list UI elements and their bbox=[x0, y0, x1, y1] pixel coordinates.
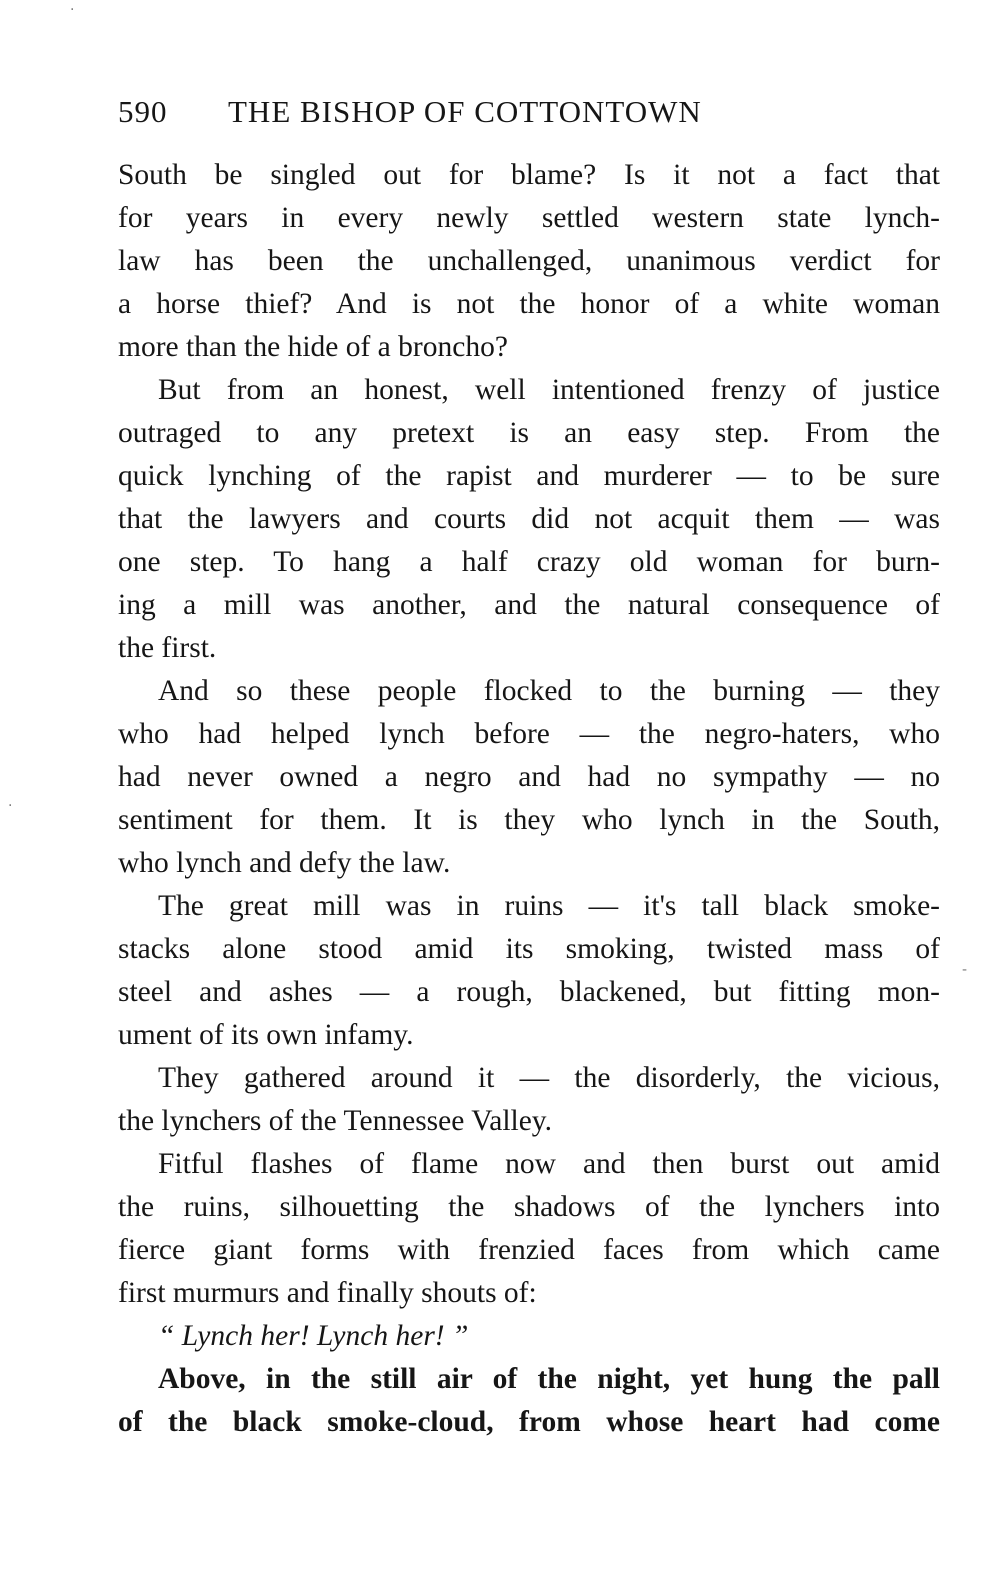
scan-speck: · bbox=[70, 2, 75, 18]
text-line: had never owned a negro and had no sympathy — no bbox=[118, 761, 940, 793]
running-title: THE BISHOP OF COTTONTOWN bbox=[228, 94, 702, 129]
text-line: more than the hide of a broncho? bbox=[118, 331, 508, 363]
shout-line: “ Lynch her! Lynch her! ” bbox=[158, 1320, 469, 1352]
text-line: who lynch and defy the law. bbox=[118, 847, 451, 879]
scan-speck: · bbox=[8, 798, 13, 814]
text-line: one step. To hang a half crazy old woman for burn- bbox=[118, 546, 940, 578]
text-line: sentiment for them. It is they who lynch in the South, bbox=[118, 804, 940, 836]
text-line: But from an honest, well intentioned frenzy of justice bbox=[158, 374, 940, 406]
text-line: South be singled out for blame? Is it not a fact that bbox=[118, 159, 940, 191]
book-page bbox=[118, 92, 940, 1444]
text-line: ing a mill was another, and the natural consequence of bbox=[118, 589, 940, 621]
text-line: steel and ashes — a rough, blackened, but fitting mon- bbox=[118, 976, 940, 1008]
text-line: And so these people flocked to the burning — they bbox=[158, 675, 940, 707]
paragraph-2 bbox=[118, 369, 940, 670]
text-line: the first. bbox=[118, 632, 217, 664]
paragraph-3 bbox=[118, 670, 940, 885]
text-line: Fitful flashes of flame now and then burst out amid bbox=[158, 1148, 940, 1180]
text-line: ument of its own infamy. bbox=[118, 1019, 414, 1051]
paragraph-8 bbox=[118, 1358, 940, 1444]
text-line: the lynchers of the Tennessee Valley. bbox=[118, 1105, 553, 1137]
text-line: law has been the unchallenged, unanimous verdict for bbox=[118, 245, 940, 277]
text-line: a horse thief? And is not the honor of a white woman bbox=[118, 288, 940, 320]
paragraph-6 bbox=[118, 1143, 940, 1315]
paragraph-5 bbox=[118, 1057, 940, 1143]
text-line: They gathered around it — the disorderly, the vicious, bbox=[158, 1062, 940, 1094]
text-line: The great mill was in ruins — it's tall black smoke- bbox=[158, 890, 940, 922]
text-line: outraged to any pretext is an easy step. From the bbox=[118, 417, 940, 449]
text-line: who had helped lynch before — the negro-haters, who bbox=[118, 718, 940, 750]
paragraph-7 bbox=[118, 1315, 940, 1358]
page-number: 590 bbox=[118, 94, 168, 129]
scan-speck: - bbox=[962, 962, 968, 978]
text-line: stacks alone stood amid its smoking, twisted mass of bbox=[118, 933, 940, 965]
running-head bbox=[118, 92, 940, 134]
text-line: that the lawyers and courts did not acquit them — was bbox=[118, 503, 940, 535]
text-line: for years in every newly settled western state lynch- bbox=[118, 202, 940, 234]
paragraph-4 bbox=[118, 885, 940, 1057]
text-line: fierce giant forms with frenzied faces from which came bbox=[118, 1234, 940, 1266]
text-line: first murmurs and finally shouts of: bbox=[118, 1277, 537, 1309]
text-line: quick lynching of the rapist and murderer — to be sure bbox=[118, 460, 940, 492]
text-line: of the black smoke-cloud, from whose heart had come bbox=[118, 1406, 940, 1438]
paragraph-1 bbox=[118, 154, 940, 369]
text-line: Above, in the still air of the night, yet hung the pall bbox=[158, 1363, 940, 1395]
text-line: the ruins, silhouetting the shadows of the lynchers into bbox=[118, 1191, 940, 1223]
